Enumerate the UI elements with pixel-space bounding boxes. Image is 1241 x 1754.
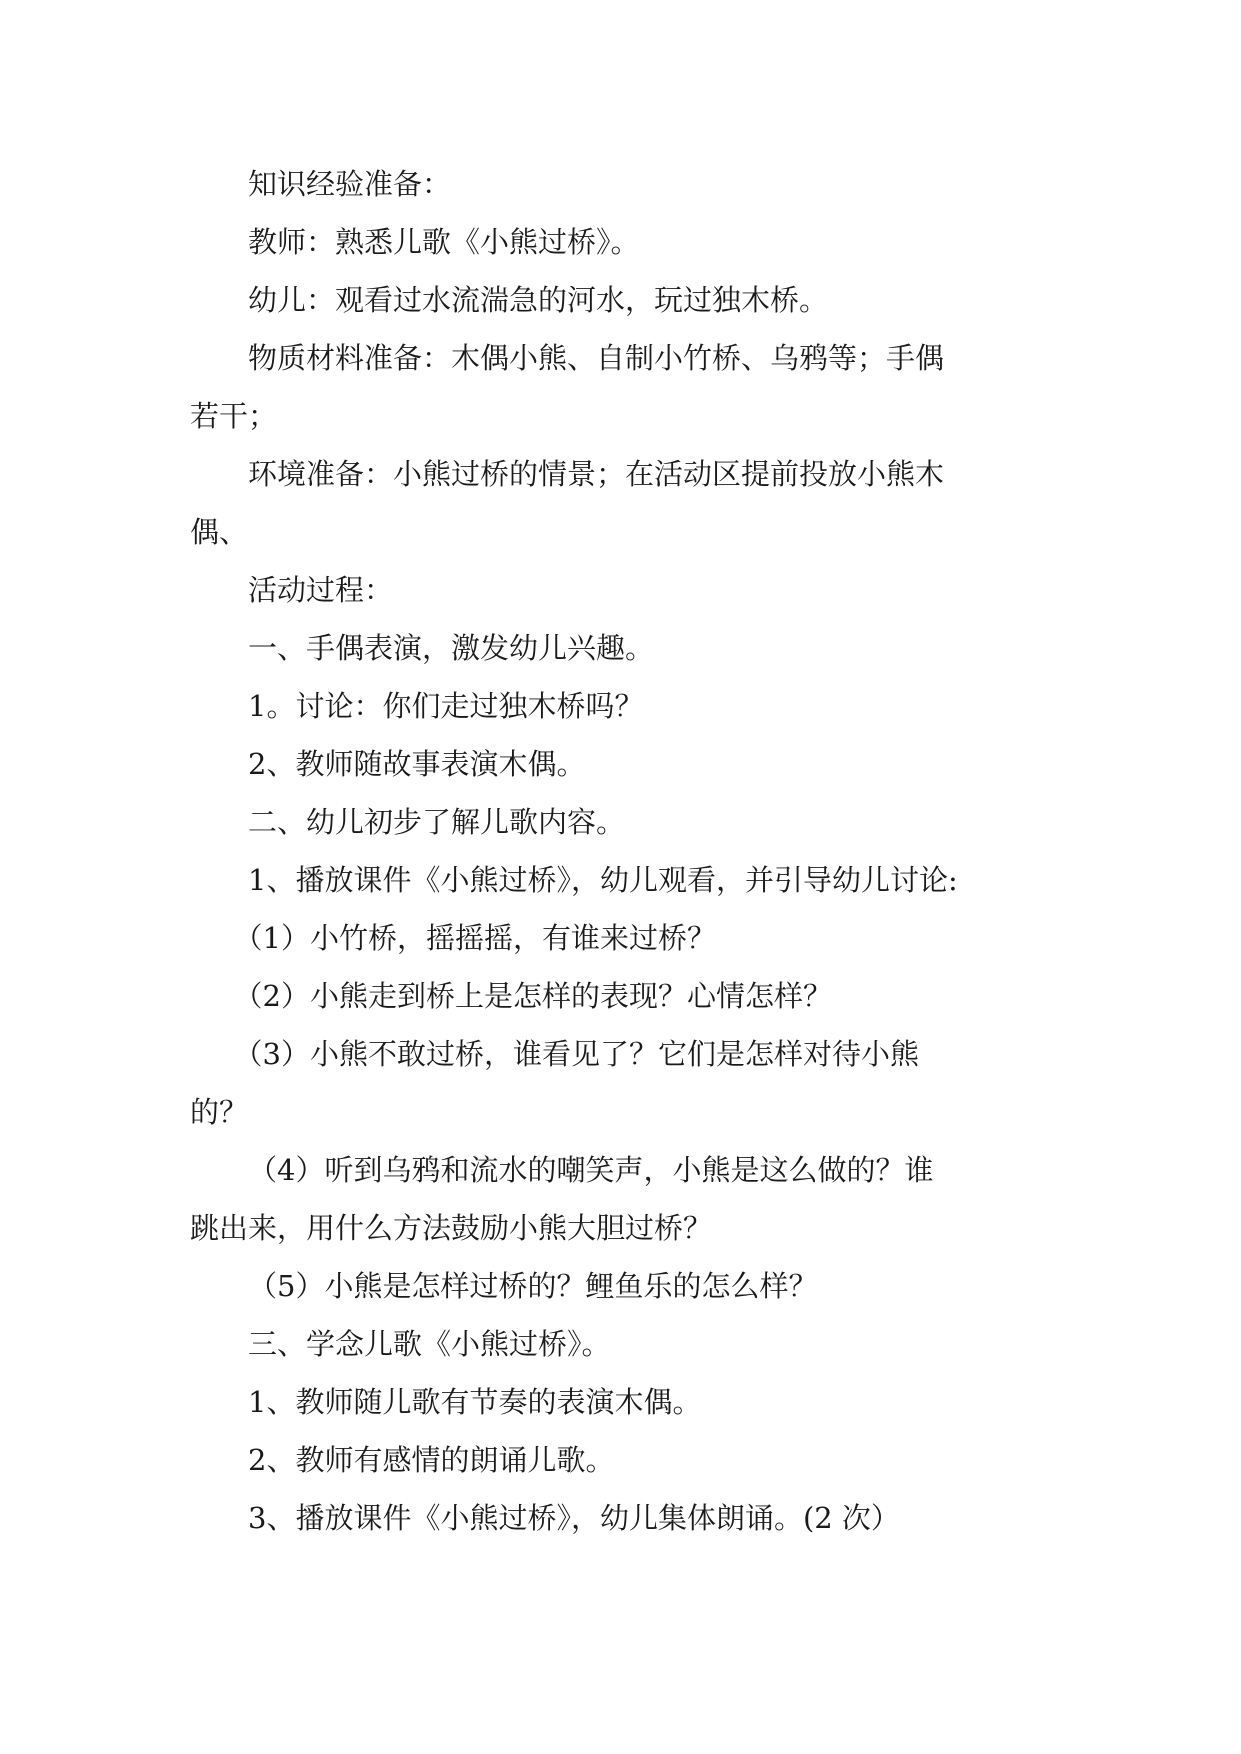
text-line: 偶、 [190, 515, 249, 549]
text-line: （5）小熊是怎样过桥的？鲤鱼乐的怎么样？ [248, 1269, 818, 1303]
text-line: 教师：熟悉儿歌《小熊过桥》。 [248, 225, 640, 259]
text-line: 1、播放课件《小熊过桥》，幼儿观看，并引导幼儿讨论: [248, 863, 958, 897]
paragraph-question-5 [190, 1257, 1050, 1315]
text-line: 若干； [190, 399, 278, 433]
text-line: 的？ [190, 1095, 249, 1129]
paragraph-section-3 [190, 1315, 1050, 1373]
text-line: 二、幼儿初步了解儿歌内容。 [248, 805, 626, 839]
text-line: （1）小竹桥，摇摇摇，有谁来过桥？ [233, 921, 716, 955]
paragraph-item-3-1 [190, 1373, 1050, 1431]
paragraph-environment-prep [190, 445, 1050, 561]
paragraph-knowledge-prep [190, 155, 1050, 213]
text-line: 一、手偶表演，激发幼儿兴趣。 [248, 631, 655, 665]
text-line: 2、教师随故事表演木偶。 [248, 747, 586, 781]
paragraph-section-1 [190, 619, 1050, 677]
paragraph-material-prep [190, 329, 1050, 445]
paragraph-question-4 [190, 1141, 1050, 1257]
text-line: 1。讨论：你们走过独木桥吗？ [248, 689, 644, 723]
paragraph-question-1 [190, 909, 1050, 967]
text-line: （4）听到乌鸦和流水的嘲笑声，小熊是这么做的？谁 [248, 1153, 934, 1187]
paragraph-section-2 [190, 793, 1050, 851]
paragraph-question-3 [190, 1025, 1050, 1141]
paragraph-question-2 [190, 967, 1050, 1025]
paragraph-child-prep [190, 271, 1050, 329]
paragraph-item-1-2 [190, 735, 1050, 793]
text-line: （2）小熊走到桥上是怎样的表现？心情怎样？ [233, 979, 832, 1013]
paragraph-teacher-prep [190, 213, 1050, 271]
text-line: （3）小熊不敢过桥，谁看见了？它们是怎样对待小熊 [233, 1037, 919, 1071]
text-line: 物质材料准备：木偶小熊、自制小竹桥、乌鸦等；手偶 [248, 341, 945, 375]
text-line: 活动过程： [248, 573, 394, 607]
paragraph-item-1-1 [190, 677, 1050, 735]
text-line: 知识经验准备： [248, 167, 452, 201]
text-line: 3、播放课件《小熊过桥》，幼儿集体朗诵。(2 次） [248, 1501, 900, 1535]
text-line: 1、教师随儿歌有节奏的表演木偶。 [248, 1385, 702, 1419]
text-line: 2、教师有感情的朗诵儿歌。 [248, 1443, 615, 1477]
text-line: 跳出来，用什么方法鼓励小熊大胆过桥？ [190, 1211, 713, 1245]
text-line: 幼儿：观看过水流湍急的河水，玩过独木桥。 [248, 283, 829, 317]
text-line: 三、学念儿歌《小熊过桥》。 [248, 1327, 611, 1361]
paragraph-activity-process [190, 561, 1050, 619]
paragraph-item-3-2 [190, 1431, 1050, 1489]
paragraph-item-3-3 [190, 1489, 1050, 1547]
document-page [190, 155, 1050, 1547]
text-line: 环境准备：小熊过桥的情景；在活动区提前投放小熊木 [248, 457, 945, 491]
paragraph-item-2-1 [190, 851, 1050, 909]
